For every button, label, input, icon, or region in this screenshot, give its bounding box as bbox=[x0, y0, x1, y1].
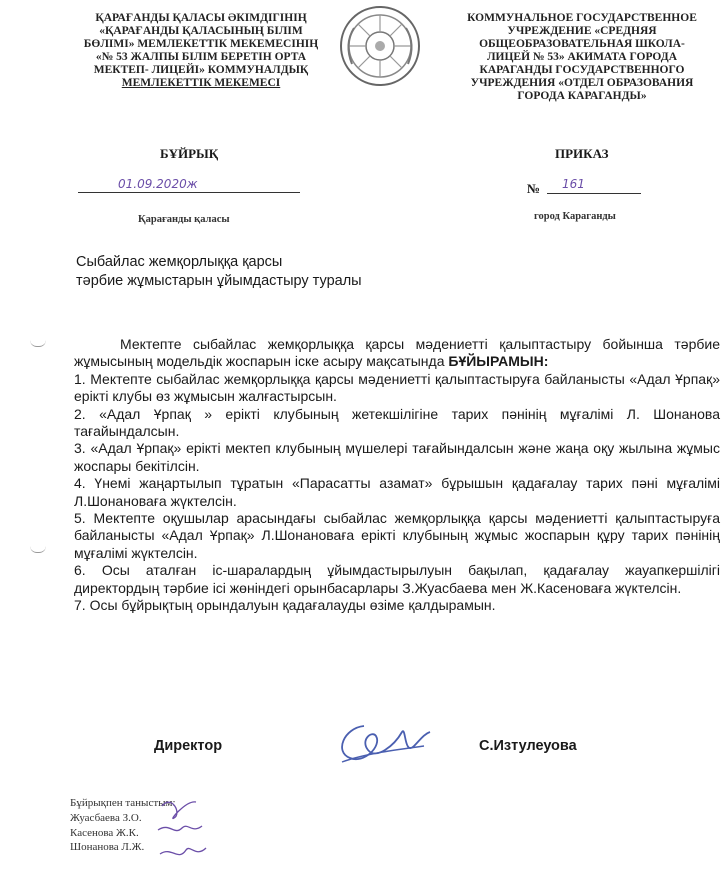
header-right-line: ГОРОДА КАРАГАНДЫ» bbox=[517, 90, 647, 102]
order-title-ru: ПРИКАЗ bbox=[555, 146, 609, 161]
order-number: 161 bbox=[562, 177, 585, 191]
header-left-institution bbox=[70, 12, 332, 90]
header-right-line: УЧРЕЖДЕНИЯ «ОТДЕЛ ОБРАЗОВАНИЯ bbox=[470, 77, 694, 89]
number-underline bbox=[547, 193, 641, 194]
date-underline bbox=[78, 192, 300, 193]
acknowledged-person: Шонанова Л.Ж. bbox=[70, 841, 145, 854]
order-subject bbox=[76, 253, 496, 291]
acknowledgement-signatures-icon bbox=[152, 792, 222, 868]
city-ru: город Караганды bbox=[534, 211, 616, 222]
margin-mark bbox=[30, 340, 46, 347]
order-item: 7. Осы бұйрықтың орындалуын қадағалауды өзіме қалдырамын. bbox=[74, 597, 496, 614]
city-kz: Қарағанды қаласы bbox=[138, 214, 230, 225]
header-right-line: ЛИЦЕЙ № 53» АКИМАТА ГОРОДА bbox=[486, 51, 678, 63]
acknowledged-person: Касенова Ж.К. bbox=[70, 826, 139, 839]
margin-mark bbox=[30, 546, 46, 553]
order-intro bbox=[74, 336, 720, 371]
order-item: 2. «Адал Ұрпақ » ерікті клубының жетекшілігіне тарих пәнінің мұғалімі Л. Шонанова тағайындалсын. bbox=[74, 405, 720, 440]
order-number-label: № bbox=[527, 181, 541, 196]
subject-line: Сыбайлас жемқорлыққа қарсы bbox=[76, 254, 283, 270]
intro-command: БҰЙЫРАМЫН: bbox=[448, 353, 549, 370]
order-title-kz: БҰЙРЫҚ bbox=[160, 146, 219, 161]
header-left-line: ҚАРАҒАНДЫ ҚАЛАСЫ ӘКІМДІГІНІҢ bbox=[95, 12, 307, 24]
signatory-name: С.Изтулеуова bbox=[479, 738, 577, 754]
order-item: 6. Осы аталған іс-шаралардың ұйымдастырылуын бақылап, қадағалау жауапкершілігі директордың тәрбие ісі жөніндегі орынбасарлары З.Жуасбаева мен Ж.Касеноваға жүктелсін. bbox=[74, 562, 720, 596]
order-item: 3. «Адал Ұрпақ» ерікті мектеп клубының мүшелері тағайындалсын және жаңа оқу жылына жұмыс жоспары бекітілсін. bbox=[74, 440, 720, 474]
order-item: 1. Мектепте сыбайлас жемқорлыққа қарсы мәдениетті қалыптастыруға байланысты «Адал Ұрпақ» ерікті клубы өз жұмысын жалғастырсын. bbox=[74, 370, 720, 405]
acknowledgement-heading: Бұйрықпен таныстым: bbox=[70, 797, 176, 809]
subject-line: тәрбие жұмыстарын ұйымдастыру туралы bbox=[76, 273, 362, 289]
header-right-line: ОБЩЕОБРАЗОВАТЕЛЬНАЯ ШКОЛА- bbox=[479, 38, 685, 50]
header-left-line: МЕМЛЕКЕТТІК МЕКЕМЕСІ bbox=[121, 77, 281, 89]
state-emblem-icon bbox=[338, 4, 422, 88]
header-right-line: КАРАГАНДЫ ГОСУДАРСТВЕННОГО bbox=[479, 64, 685, 76]
header-right-line: УЧРЕЖДЕНИЕ «СРЕДНЯЯ bbox=[507, 25, 657, 37]
header-left-line: БӨЛІМІ» МЕМЛЕКЕТТІК МЕКЕМЕСІНІҢ bbox=[83, 38, 319, 50]
order-item: 5. Мектепте оқушылар арасындағы сыбайлас жемқорлыққа қарсы мәдениетті қалыптастыруға байланысты «Адал Ұрпақ» Л.Шонановаға ерікті клубының жұмыс жоспарын құру тарих пәнінің мұғалімі жүктелсін. bbox=[74, 510, 720, 561]
header-right-line: КОММУНАЛЬНОЕ ГОСУДАРСТВЕННОЕ bbox=[467, 12, 697, 24]
header-left-line: «ҚАРАҒАНДЫ ҚАЛАСЫНЫҢ БІЛІМ bbox=[99, 25, 303, 37]
header-left-line: МЕКТЕП- ЛИЦЕЙІ» КОММУНАЛДЫҚ bbox=[93, 64, 309, 76]
acknowledged-person: Жуасбаева З.О. bbox=[70, 811, 142, 824]
signatory-role: Директор bbox=[154, 738, 223, 754]
order-item: 4. Үнемі жаңартылып тұратын «Парасатты азамат» бұрышын қадағалау тарих пәні мұғалімі Л.Шонановаға жүктелсін. bbox=[74, 475, 720, 509]
intro-text: Мектепте сыбайлас жемқорлыққа қарсы мәдениетті қалыптастыру бойынша тәрбие жұмысының модельдік жоспарын іске асыру мақсатында bbox=[74, 336, 720, 370]
order-date: 01.09.2020ж bbox=[118, 177, 198, 191]
director-signature-icon bbox=[324, 706, 434, 774]
header-left-line: «№ 53 ЖАЛПЫ БІЛІМ БЕРЕТІН ОРТА bbox=[95, 51, 307, 63]
order-body bbox=[74, 336, 720, 615]
header-right-institution bbox=[452, 12, 712, 103]
